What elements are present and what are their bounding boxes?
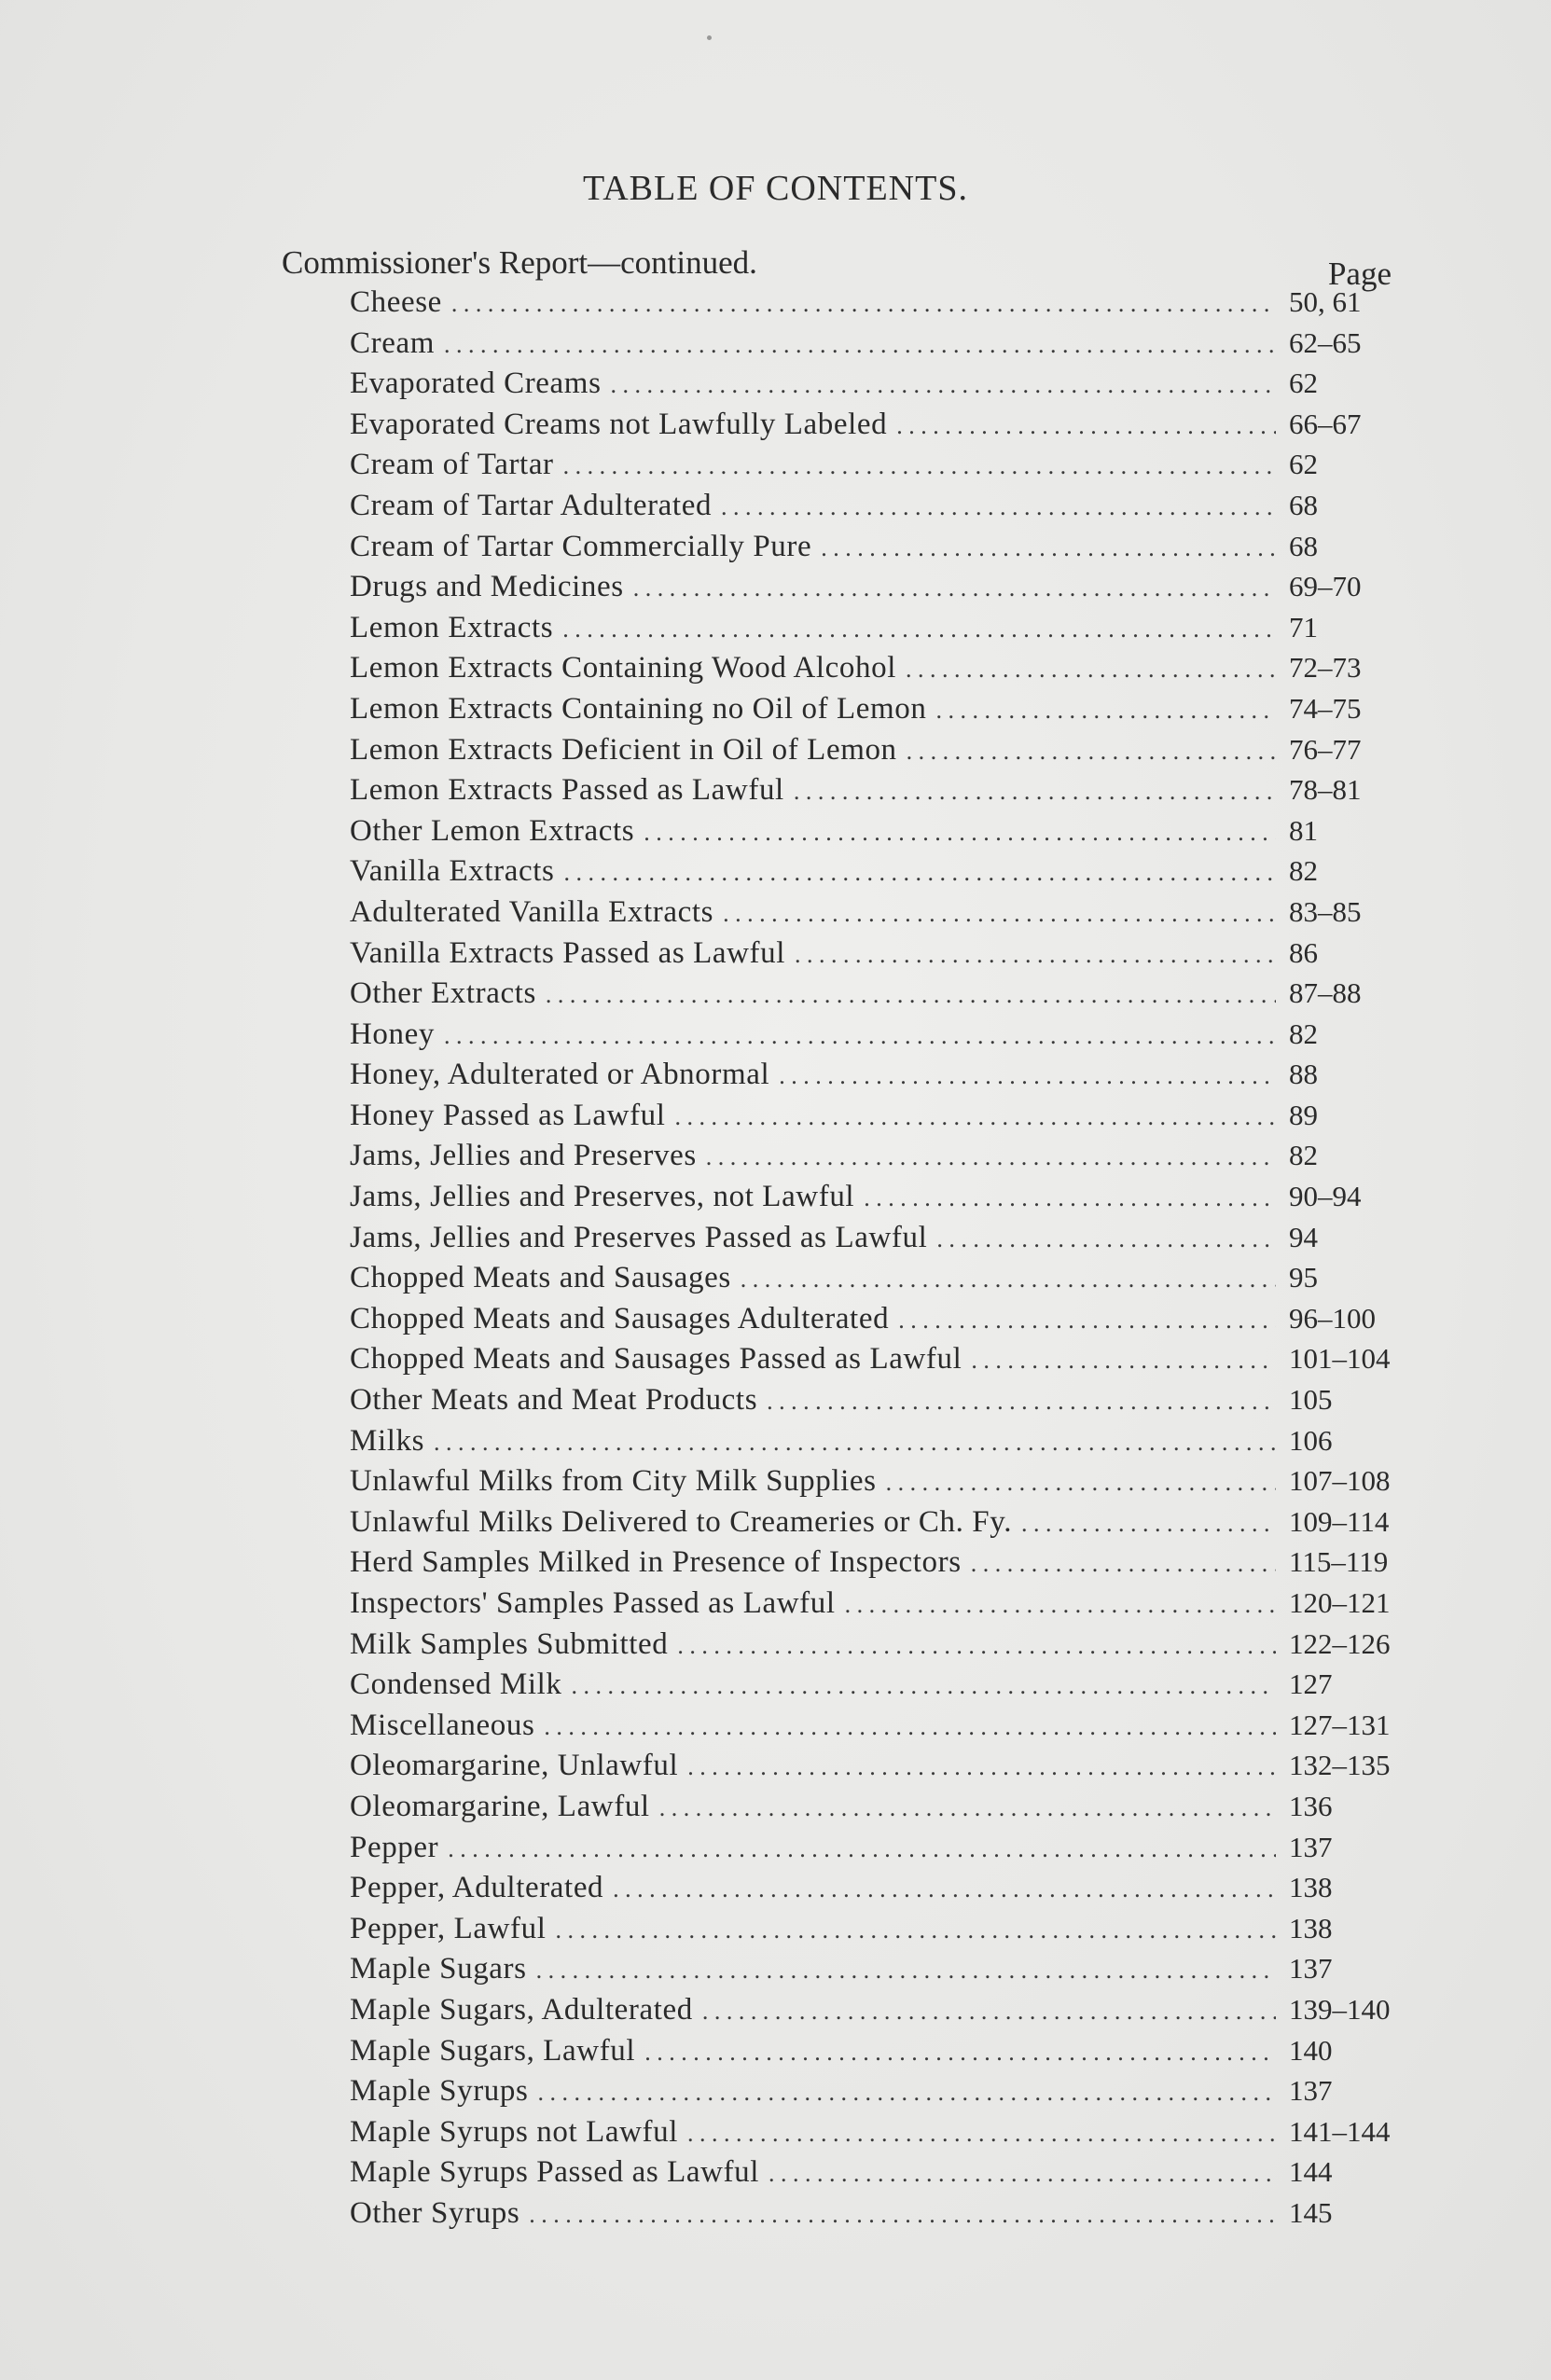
dot-leader [687, 1747, 1276, 1788]
dot-leader [741, 1259, 1276, 1300]
dot-leader [451, 284, 1276, 325]
toc-entry [350, 647, 1392, 688]
toc-entry [350, 566, 1392, 607]
dot-leader [675, 1097, 1276, 1138]
dot-leader [611, 365, 1276, 406]
dot-leader [702, 1991, 1276, 2032]
toc-entry [350, 1745, 1392, 1786]
toc-entry-label: Inspectors' Samples Passed as Lawful [350, 1586, 836, 1620]
toc-entry [350, 404, 1392, 445]
toc-entry [350, 526, 1392, 567]
dot-leader [556, 1910, 1276, 1951]
dot-leader [845, 1584, 1276, 1626]
toc-entry-page: 109–114 [1289, 1504, 1390, 1538]
toc-entry [350, 933, 1392, 974]
dot-leader [677, 1626, 1276, 1667]
toc-entry-page: 82 [1289, 854, 1318, 888]
table-of-contents [350, 282, 1392, 2234]
dot-leader [706, 1137, 1276, 1178]
toc-entry-label: Honey, Adulterated or Abnormal [350, 1058, 770, 1092]
toc-entry [350, 1908, 1392, 1949]
toc-entry-page: 137 [1289, 1830, 1333, 1863]
toc-entry-page: 96–100 [1289, 1301, 1376, 1335]
toc-entry-label: Other Extracts [350, 976, 536, 1011]
toc-entry-label: Maple Sugars, Lawful [350, 2033, 636, 2068]
toc-entry-page: 76–77 [1289, 732, 1362, 766]
toc-entry [350, 363, 1392, 404]
dot-leader [795, 934, 1276, 976]
dot-leader [1021, 1503, 1276, 1544]
print-speck [707, 35, 712, 40]
toc-entry [350, 1583, 1392, 1624]
toc-entry-label: Chopped Meats and Sausages [350, 1261, 731, 1295]
toc-entry-label: Jams, Jellies and Preserves [350, 1139, 697, 1173]
toc-entry [350, 769, 1392, 810]
dot-leader [562, 609, 1276, 650]
toc-entry-page: 88 [1289, 1058, 1318, 1091]
toc-entry-page: 82 [1289, 1017, 1318, 1050]
toc-entry-page: 138 [1289, 1871, 1333, 1904]
toc-entry [350, 1460, 1392, 1501]
toc-entry-page: 122–126 [1289, 1626, 1391, 1660]
toc-entry-label: Pepper, Lawful [350, 1911, 547, 1945]
toc-entry-page: 50, 61 [1289, 285, 1362, 318]
toc-entry-page: 74–75 [1289, 691, 1362, 725]
toc-entry-label: Cream of Tartar Adulterated [350, 488, 713, 522]
toc-entry [350, 892, 1392, 933]
toc-entry-page: 83–85 [1289, 894, 1362, 928]
toc-entry [350, 810, 1392, 851]
toc-entry-label: Vanilla Extracts Passed as Lawful [350, 935, 786, 970]
toc-entry [350, 729, 1392, 770]
toc-entry-page: 127 [1289, 1667, 1333, 1701]
toc-entry-label: Cream of Tartar Commercially Pure [350, 529, 812, 563]
toc-entry-page: 95 [1289, 1261, 1318, 1294]
toc-entry-page: 120–121 [1289, 1586, 1391, 1619]
toc-entry [350, 1014, 1392, 1055]
toc-entry-page: 115–119 [1289, 1545, 1389, 1579]
toc-entry [350, 851, 1392, 892]
toc-entry-label: Oleomargarine, Unlawful [350, 1749, 679, 1783]
toc-entry-label: Evaporated Creams not Lawfully Labeled [350, 407, 888, 441]
toc-entry [350, 1501, 1392, 1543]
section-title: Commissioner's Report—continued. [282, 244, 757, 281]
toc-entry-label: Drugs and Medicines [350, 570, 624, 604]
toc-entry-label: Miscellaneous [350, 1708, 535, 1742]
toc-entry [350, 1989, 1392, 2030]
toc-entry [350, 1257, 1392, 1298]
toc-entry [350, 1095, 1392, 1136]
toc-entry-page: 89 [1289, 1098, 1318, 1131]
dot-leader [563, 446, 1276, 487]
toc-entry-label: Chopped Meats and Sausages Adulterated [350, 1301, 890, 1335]
dot-leader [644, 2032, 1276, 2073]
toc-entry [350, 1948, 1392, 1989]
toc-entry-page: 144 [1289, 2155, 1333, 2189]
toc-entry-page: 68 [1289, 529, 1318, 562]
toc-entry-page: 94 [1289, 1220, 1318, 1253]
toc-entry-page: 66–67 [1289, 407, 1362, 440]
toc-entry-label: Maple Sugars [350, 1952, 527, 1986]
dot-leader [886, 1462, 1276, 1503]
dot-leader [723, 893, 1276, 934]
toc-entry [350, 1624, 1392, 1665]
toc-entry-label: Maple Syrups not Lawful [350, 2114, 679, 2149]
toc-entry [350, 1176, 1392, 1217]
dot-leader [444, 325, 1276, 366]
toc-entry-page: 127–131 [1289, 1708, 1391, 1741]
section-header [282, 244, 1392, 292]
toc-entry-page: 136 [1289, 1789, 1333, 1822]
dot-leader [779, 1056, 1276, 1097]
dot-leader [898, 1300, 1276, 1341]
toc-entry-page: 107–108 [1289, 1464, 1391, 1498]
toc-entry-label: Lemon Extracts [350, 610, 554, 644]
toc-entry-page: 138 [1289, 1911, 1333, 1944]
dot-leader [633, 568, 1276, 609]
toc-entry-label: Milk Samples Submitted [350, 1626, 669, 1661]
toc-entry-label: Chopped Meats and Sausages Passed as Lawful [350, 1342, 962, 1377]
toc-entry-label: Honey [350, 1017, 435, 1051]
dot-leader [769, 2153, 1276, 2194]
dot-leader [563, 852, 1276, 893]
toc-entry-label: Cream [350, 325, 435, 360]
toc-entry-label: Milks [350, 1423, 425, 1458]
toc-entry-label: Jams, Jellies and Preserves Passed as Lawful [350, 1220, 928, 1254]
toc-entry [350, 1054, 1392, 1095]
toc-entry-page: 81 [1289, 813, 1318, 847]
toc-entry-label: Unlawful Milks Delivered to Creameries or Ch. Fy. [350, 1504, 1013, 1539]
toc-entry-page: 62 [1289, 367, 1318, 400]
toc-entry-page: 90–94 [1289, 1180, 1362, 1213]
toc-entry [350, 973, 1392, 1014]
toc-entry-label: Other Syrups [350, 2195, 520, 2230]
toc-entry-page: 68 [1289, 488, 1318, 521]
toc-entry [350, 282, 1392, 323]
toc-entry [350, 1217, 1392, 1258]
toc-entry-page: 71 [1289, 610, 1318, 643]
toc-entry-label: Maple Syrups [350, 2074, 529, 2109]
toc-entry-label: Other Lemon Extracts [350, 813, 635, 848]
toc-entry-label: Cheese [350, 285, 442, 319]
toc-entry [350, 688, 1392, 729]
dot-leader [936, 690, 1277, 731]
toc-entry-label: Adulterated Vanilla Extracts [350, 894, 714, 929]
toc-entry-page: 62–65 [1289, 325, 1362, 359]
toc-entry-label: Herd Samples Milked in Presence of Inspectors [350, 1545, 962, 1580]
toc-entry-page: 72–73 [1289, 651, 1362, 685]
toc-entry-page: 86 [1289, 935, 1318, 969]
dot-leader [448, 1829, 1276, 1870]
toc-entry-label: Lemon Extracts Passed as Lawful [350, 773, 784, 808]
toc-entry [350, 1542, 1392, 1583]
dot-leader [767, 1381, 1276, 1422]
dot-leader [721, 487, 1276, 528]
toc-entry-label: Other Meats and Meat Products [350, 1383, 758, 1418]
toc-entry-label: Lemon Extracts Containing Wood Alcohol [350, 651, 896, 685]
toc-entry [350, 485, 1392, 526]
dot-leader [546, 975, 1276, 1016]
toc-entry-label: Cream of Tartar [350, 448, 554, 482]
toc-entry [350, 2193, 1392, 2234]
toc-entry [350, 1135, 1392, 1176]
toc-entry-page: 78–81 [1289, 773, 1362, 807]
dot-leader [537, 2072, 1276, 2113]
dot-leader [971, 1543, 1276, 1584]
toc-entry-page: 145 [1289, 2195, 1333, 2229]
toc-entry-label: Lemon Extracts Containing no Oil of Lemon [350, 691, 927, 726]
toc-entry [350, 1338, 1392, 1379]
toc-entry-label: Maple Syrups Passed as Lawful [350, 2155, 760, 2190]
dot-leader [971, 1340, 1276, 1381]
dot-leader [936, 1219, 1276, 1260]
dot-leader [864, 1178, 1276, 1219]
dot-leader [529, 2194, 1276, 2235]
toc-entry-label: Unlawful Milks from City Milk Supplies [350, 1464, 877, 1499]
toc-entry [350, 2070, 1392, 2111]
dot-leader [659, 1788, 1276, 1829]
toc-entry [350, 1664, 1392, 1705]
toc-entry [350, 2111, 1392, 2152]
dot-leader [434, 1422, 1276, 1463]
toc-entry-label: Oleomargarine, Lawful [350, 1789, 650, 1823]
toc-entry-page: 141–144 [1289, 2114, 1391, 2148]
page-column-header: Page [1327, 256, 1392, 292]
dot-leader [907, 731, 1276, 772]
toc-entry [350, 2030, 1392, 2071]
toc-entry [350, 607, 1392, 648]
toc-entry [350, 323, 1392, 364]
toc-entry-label: Honey Passed as Lawful [350, 1098, 666, 1132]
toc-entry-page: 137 [1289, 1952, 1333, 1986]
toc-entry-label: Pepper [350, 1830, 439, 1864]
dot-leader [613, 1869, 1276, 1910]
dot-leader [444, 1016, 1276, 1057]
toc-entry [350, 1827, 1392, 1868]
toc-entry [350, 1867, 1392, 1908]
toc-entry-page: 105 [1289, 1383, 1333, 1417]
toc-entry-page: 101–104 [1289, 1342, 1391, 1376]
dot-leader [536, 1950, 1276, 1991]
toc-entry-page: 62 [1289, 448, 1318, 481]
dot-leader [906, 649, 1276, 690]
toc-entry-label: Vanilla Extracts [350, 854, 555, 889]
toc-entry-label: Lemon Extracts Deficient in Oil of Lemon [350, 732, 897, 767]
toc-entry [350, 1379, 1392, 1420]
toc-entry [350, 1298, 1392, 1339]
toc-entry-label: Pepper, Adulterated [350, 1871, 604, 1905]
toc-entry [350, 1786, 1392, 1827]
dot-leader [794, 771, 1276, 812]
toc-entry-label: Condensed Milk [350, 1667, 562, 1702]
toc-entry-page: 132–135 [1289, 1749, 1391, 1782]
toc-entry-page: 82 [1289, 1139, 1318, 1172]
toc-entry [350, 1420, 1392, 1461]
toc-entry-page: 87–88 [1289, 976, 1362, 1010]
toc-entry-page: 137 [1289, 2074, 1333, 2108]
toc-entry-label: Jams, Jellies and Preserves, not Lawful [350, 1180, 855, 1214]
dot-leader [544, 1707, 1276, 1748]
toc-entry-label: Maple Sugars, Adulterated [350, 1992, 693, 2027]
dot-leader [821, 528, 1276, 569]
toc-entry-page: 69–70 [1289, 570, 1362, 603]
toc-entry-label: Evaporated Creams [350, 367, 602, 401]
dot-leader [896, 406, 1276, 447]
toc-entry-page: 140 [1289, 2033, 1333, 2067]
toc-entry-page: 106 [1289, 1423, 1333, 1457]
toc-entry [350, 1705, 1392, 1746]
toc-entry [350, 2152, 1392, 2193]
toc-entry [350, 444, 1392, 485]
dot-leader [687, 2113, 1276, 2154]
page-title: TABLE OF CONTENTS. [583, 169, 968, 208]
toc-entry-page: 139–140 [1289, 1992, 1391, 2026]
dot-leader [571, 1666, 1276, 1707]
dot-leader [644, 812, 1276, 853]
